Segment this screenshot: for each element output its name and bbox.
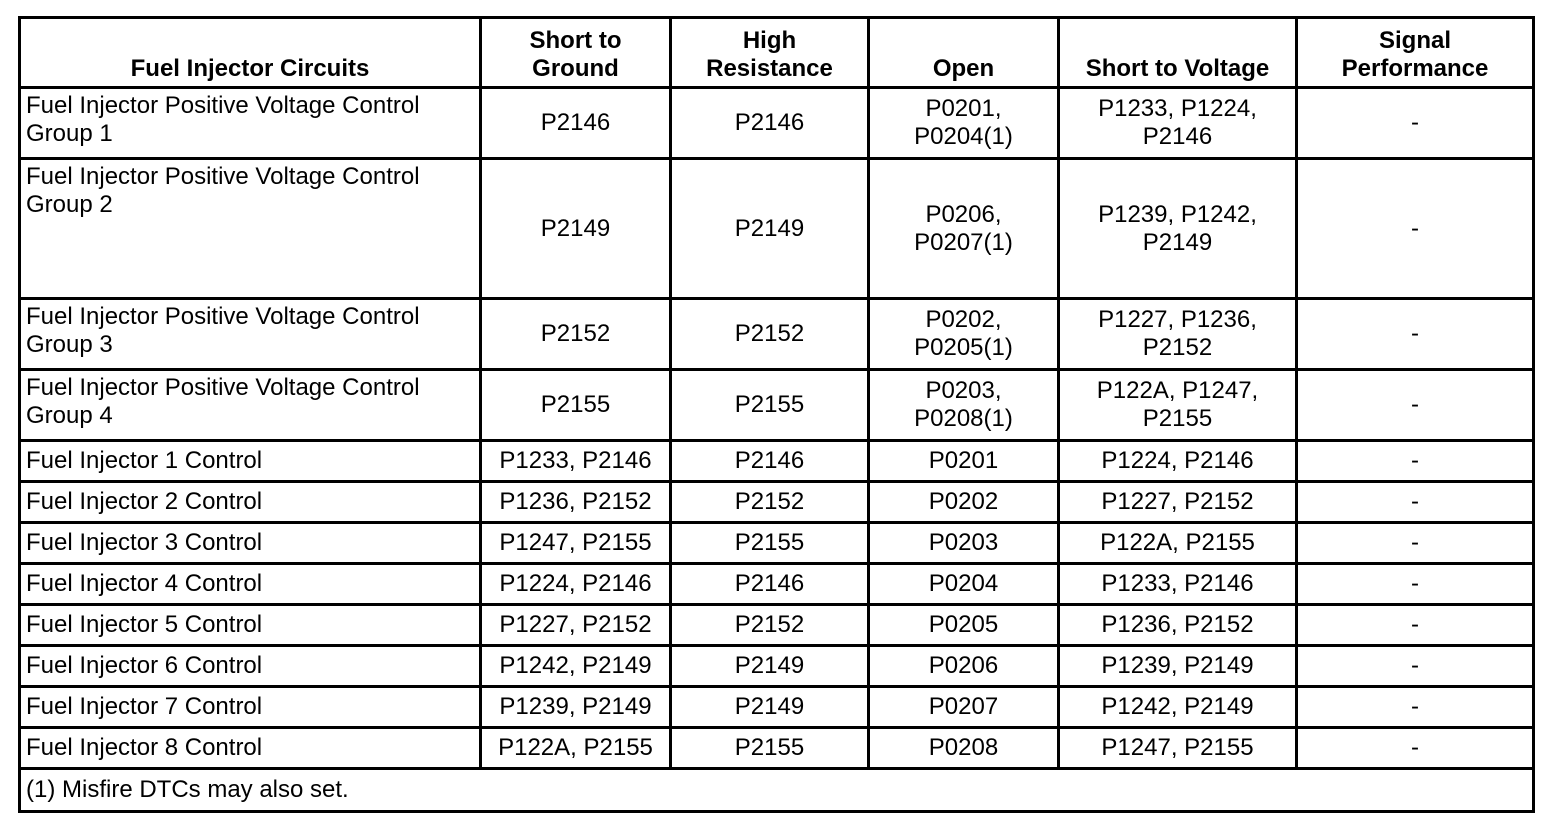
short-to-ground-cell: P1247, P2155 [481,523,671,564]
signal-performance-cell: - [1297,441,1534,482]
short-to-voltage-cell: P1233, P2146 [1059,564,1297,605]
short-to-ground-cell: P2155 [481,370,671,441]
high-resistance-cell: P2155 [671,728,869,769]
short-to-voltage-cell: P1233, P1224, P2146 [1059,88,1297,159]
high-resistance-cell: P2146 [671,564,869,605]
short-to-voltage-cell: P1236, P2152 [1059,605,1297,646]
table-row [20,646,1534,687]
open-cell: P0201 [869,441,1059,482]
table-row [20,564,1534,605]
header-short-to-ground: Short to Ground [481,18,671,88]
short-to-voltage-cell: P1224, P2146 [1059,441,1297,482]
high-resistance-cell: P2152 [671,482,869,523]
open-cell: P0203 [869,523,1059,564]
open-cell: P0204 [869,564,1059,605]
open-cell: P0207 [869,687,1059,728]
high-resistance-cell: P2152 [671,299,869,370]
circuit-cell: Fuel Injector Positive Voltage Control Group 2 [20,159,481,299]
high-resistance-cell: P2155 [671,370,869,441]
short-to-ground-cell: P122A, P2155 [481,728,671,769]
high-resistance-cell: P2149 [671,687,869,728]
table-row [20,159,1534,299]
circuit-cell: Fuel Injector Positive Voltage Control Group 4 [20,370,481,441]
short-to-ground-cell: P1224, P2146 [481,564,671,605]
high-resistance-cell: P2149 [671,159,869,299]
open-cell: P0206, P0207(1) [869,159,1059,299]
short-to-voltage-cell: P122A, P2155 [1059,523,1297,564]
footnote: (1) Misfire DTCs may also set. [20,769,1534,812]
short-to-ground-cell: P2146 [481,88,671,159]
circuit-cell: Fuel Injector Positive Voltage Control Group 3 [20,299,481,370]
table-row [20,523,1534,564]
circuit-cell: Fuel Injector 4 Control [20,564,481,605]
circuit-cell: Fuel Injector 2 Control [20,482,481,523]
signal-performance-cell: - [1297,728,1534,769]
short-to-ground-cell: P2152 [481,299,671,370]
high-resistance-cell: P2155 [671,523,869,564]
table-row [20,482,1534,523]
circuit-cell: Fuel Injector 6 Control [20,646,481,687]
high-resistance-cell: P2146 [671,88,869,159]
short-to-voltage-cell: P1242, P2149 [1059,687,1297,728]
short-to-voltage-cell: P122A, P1247, P2155 [1059,370,1297,441]
short-to-ground-cell: P1227, P2152 [481,605,671,646]
circuit-cell: Fuel Injector Positive Voltage Control Group 1 [20,88,481,159]
signal-performance-cell: - [1297,370,1534,441]
open-cell: P0202, P0205(1) [869,299,1059,370]
signal-performance-cell: - [1297,564,1534,605]
short-to-voltage-cell: P1247, P2155 [1059,728,1297,769]
circuit-cell: Fuel Injector 8 Control [20,728,481,769]
signal-performance-cell: - [1297,605,1534,646]
short-to-ground-cell: P1233, P2146 [481,441,671,482]
short-to-voltage-cell: P1227, P2152 [1059,482,1297,523]
open-cell: P0202 [869,482,1059,523]
high-resistance-cell: P2149 [671,646,869,687]
table-row [20,441,1534,482]
footnote-row [20,769,1534,812]
header-signal-performance: Signal Performance [1297,18,1534,88]
short-to-voltage-cell: P1239, P2149 [1059,646,1297,687]
signal-performance-cell: - [1297,482,1534,523]
header-high-resistance: High Resistance [671,18,869,88]
short-to-ground-cell: P1242, P2149 [481,646,671,687]
short-to-ground-cell: P2149 [481,159,671,299]
table-row [20,370,1534,441]
header-circuits: Fuel Injector Circuits [20,18,481,88]
table-row [20,728,1534,769]
dtc-table [18,16,1535,813]
signal-performance-cell: - [1297,523,1534,564]
signal-performance-cell: - [1297,646,1534,687]
table-row [20,88,1534,159]
open-cell: P0206 [869,646,1059,687]
open-cell: P0208 [869,728,1059,769]
short-to-voltage-cell: P1239, P1242, P2149 [1059,159,1297,299]
circuit-cell: Fuel Injector 5 Control [20,605,481,646]
signal-performance-cell: - [1297,299,1534,370]
header-open: Open [869,18,1059,88]
open-cell: P0201, P0204(1) [869,88,1059,159]
signal-performance-cell: - [1297,687,1534,728]
high-resistance-cell: P2152 [671,605,869,646]
high-resistance-cell: P2146 [671,441,869,482]
header-row [20,18,1534,88]
signal-performance-cell: - [1297,88,1534,159]
header-short-to-voltage: Short to Voltage [1059,18,1297,88]
table-row [20,605,1534,646]
circuit-cell: Fuel Injector 7 Control [20,687,481,728]
short-to-ground-cell: P1239, P2149 [481,687,671,728]
signal-performance-cell: - [1297,159,1534,299]
short-to-voltage-cell: P1227, P1236, P2152 [1059,299,1297,370]
circuit-cell: Fuel Injector 3 Control [20,523,481,564]
short-to-ground-cell: P1236, P2152 [481,482,671,523]
open-cell: P0205 [869,605,1059,646]
table-row [20,299,1534,370]
circuit-cell: Fuel Injector 1 Control [20,441,481,482]
open-cell: P0203, P0208(1) [869,370,1059,441]
table-row [20,687,1534,728]
